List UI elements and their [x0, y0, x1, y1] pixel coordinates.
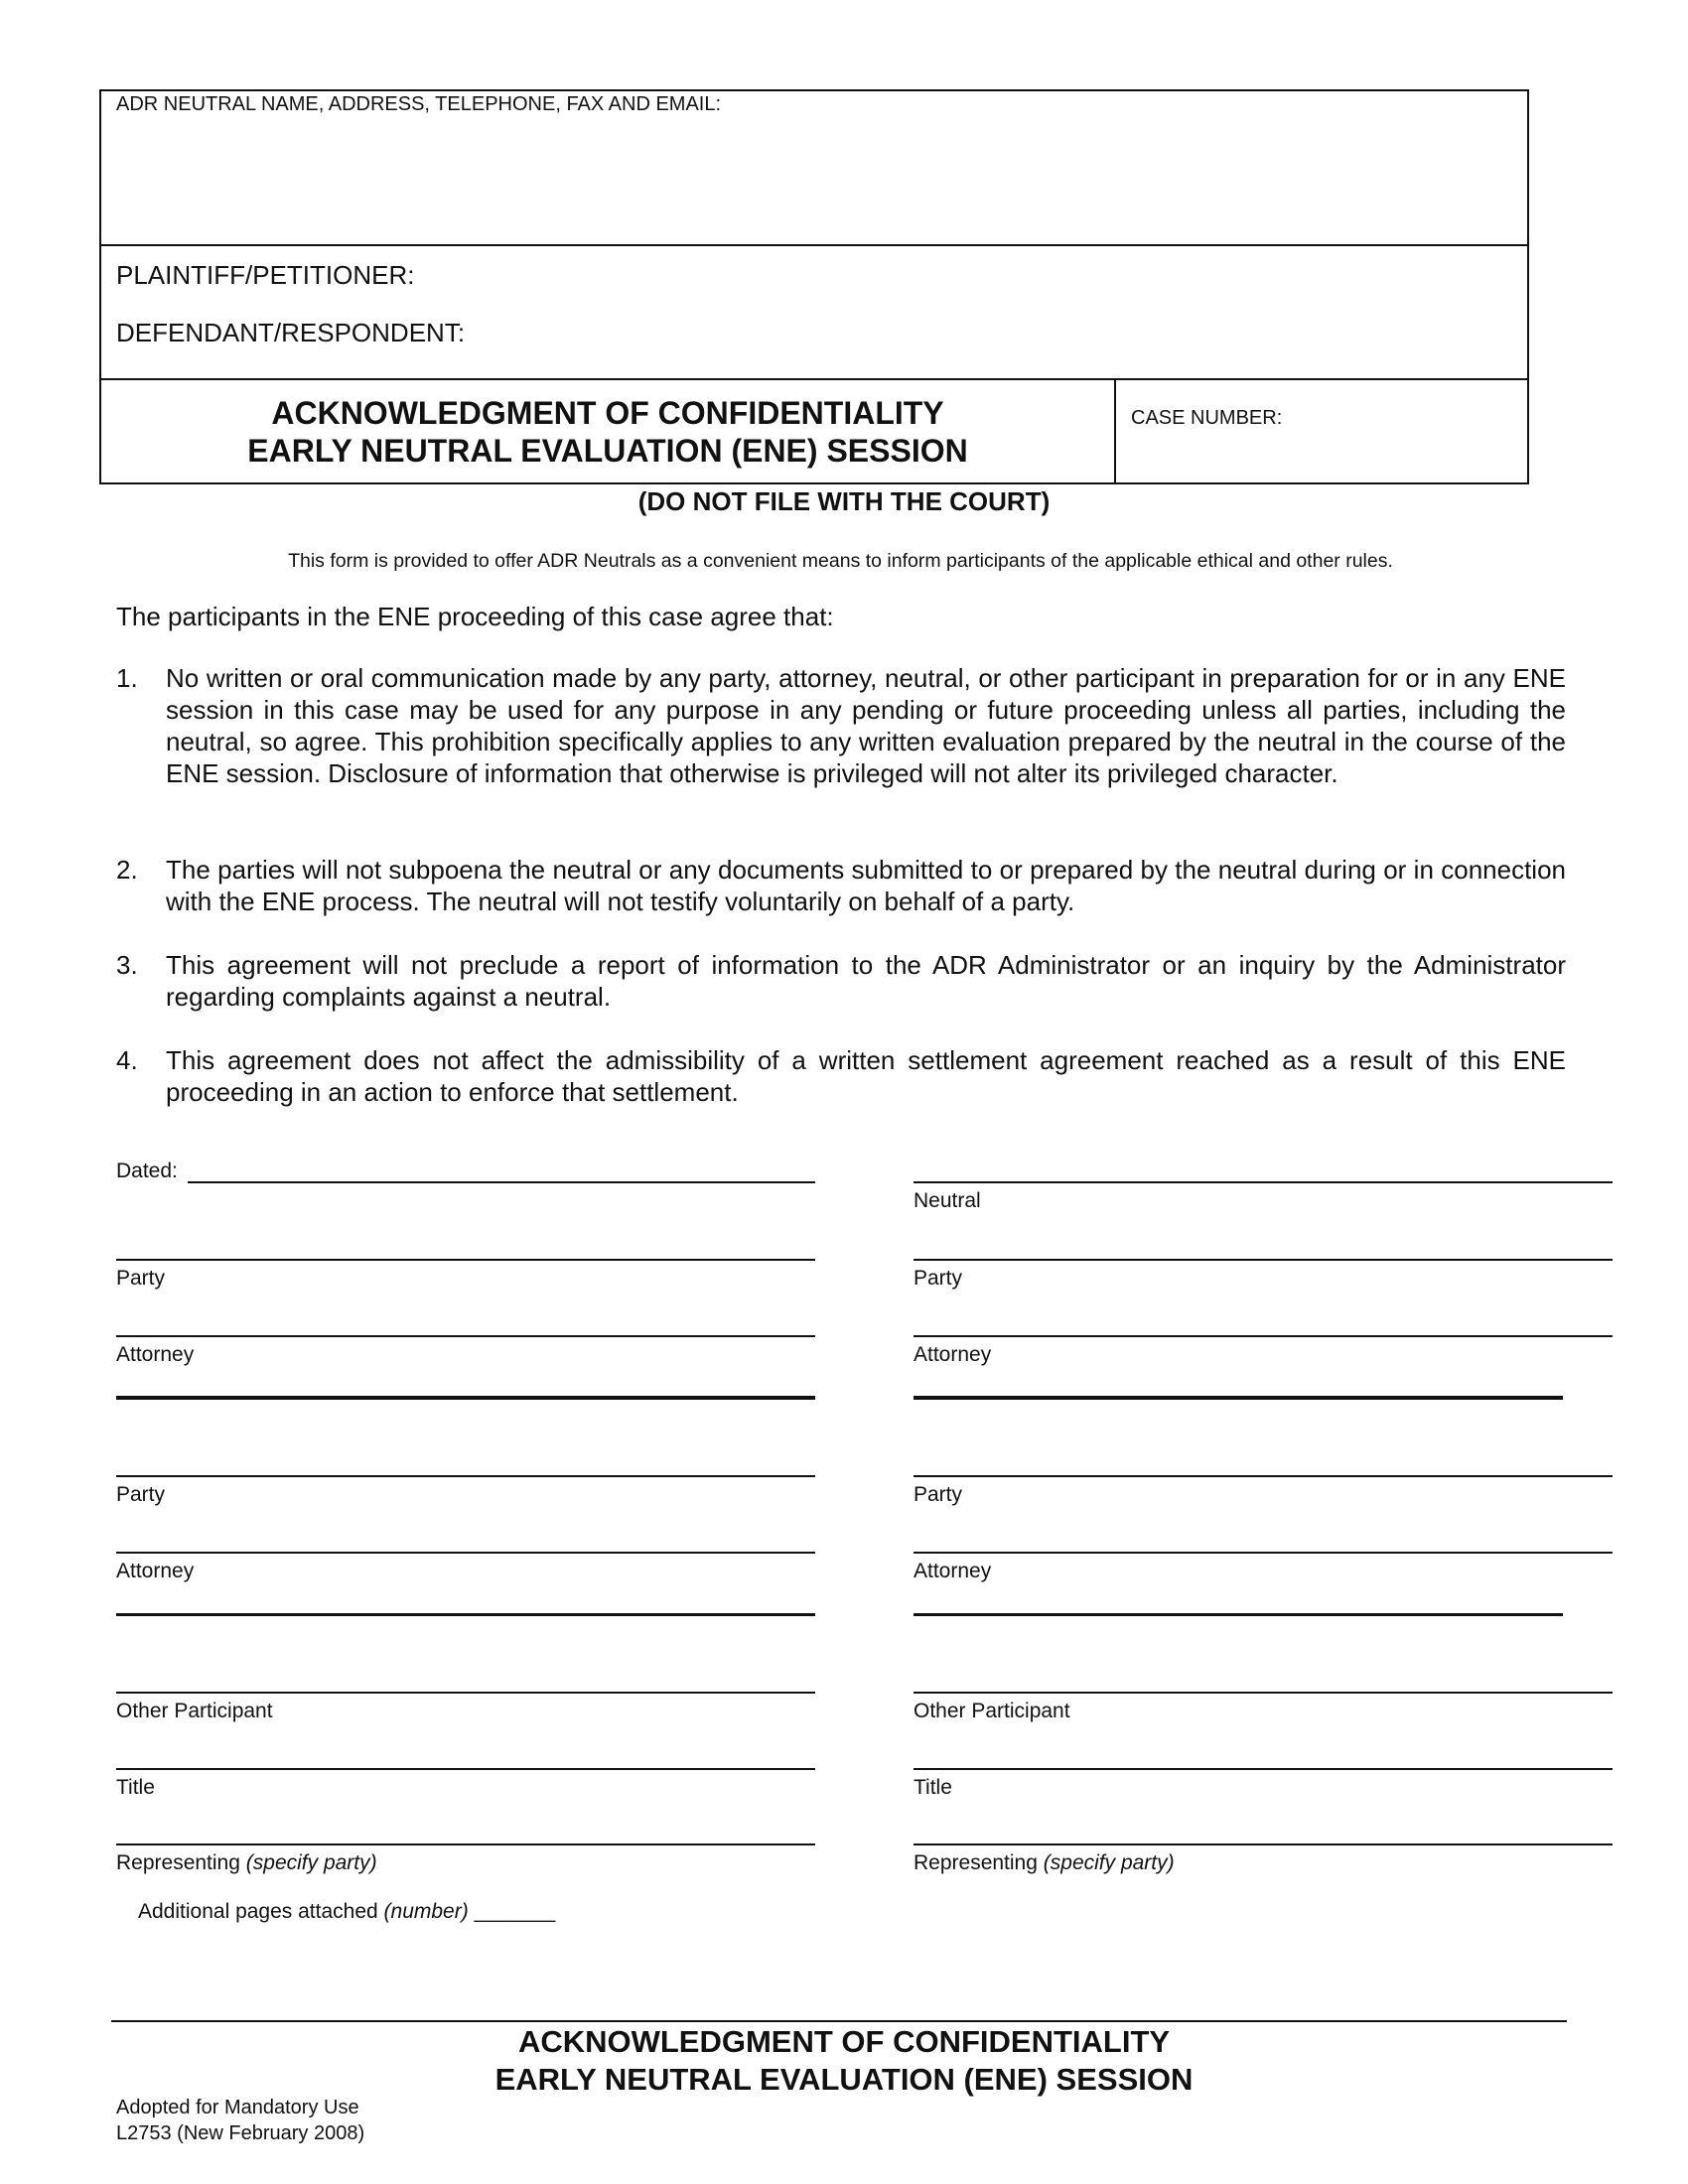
neutral-info-label: ADR NEUTRAL NAME, ADDRESS, TELEPHONE, FAX AND EMAIL: — [116, 93, 722, 115]
caption-divider — [99, 378, 1529, 380]
representing-label: Representing — [116, 1851, 240, 1874]
signature-line — [116, 1843, 815, 1845]
signature-caption: Party — [116, 1483, 166, 1506]
dated-field[interactable] — [188, 1181, 815, 1183]
additional-pages-blank: _______ — [468, 1900, 556, 1923]
other-participant-signature[interactable] — [914, 1692, 1613, 1723]
do-not-file-notice: (DO NOT FILE WITH THE COURT) — [637, 486, 1051, 516]
signature-line — [116, 1259, 815, 1261]
additional-pages-label: Additional pages attached — [138, 1900, 378, 1923]
case-number-label: CASE NUMBER: — [1131, 407, 1283, 429]
clause-2 — [116, 854, 1566, 917]
neutral-info-field[interactable] — [101, 123, 1527, 242]
clause-4 — [116, 1044, 1566, 1108]
representing-field[interactable] — [914, 1843, 1613, 1875]
signature-caption: Title — [914, 1776, 952, 1799]
group-separator — [914, 1613, 1563, 1616]
clause-1 — [116, 662, 1566, 789]
signature-line — [914, 1692, 1613, 1694]
case-number-divider — [1114, 378, 1116, 484]
intro-note: This form is provided to offer ADR Neutrals as a convenient means to inform participants of the applicable ethical and other rules. — [288, 550, 1393, 572]
form-title-line2: EARLY NEUTRAL EVALUATION (ENE) SESSION — [247, 433, 968, 469]
clause-number: 4. — [116, 1045, 138, 1075]
footer-title-line2: EARLY NEUTRAL EVALUATION (ENE) SESSION — [494, 2062, 1194, 2097]
attorney-signature[interactable] — [116, 1552, 815, 1583]
specify-party-hint: (specify party) — [245, 1851, 377, 1874]
signature-line — [914, 1552, 1613, 1554]
attorney-signature[interactable] — [914, 1335, 1613, 1367]
specify-party-hint: (specify party) — [1043, 1851, 1175, 1874]
signature-line — [914, 1259, 1613, 1261]
group-separator — [116, 1396, 815, 1400]
attorney-signature[interactable] — [116, 1335, 815, 1367]
signature-caption: Attorney — [116, 1560, 195, 1582]
party-signature[interactable] — [914, 1475, 1613, 1507]
caption-divider — [99, 244, 1529, 246]
signature-line — [116, 1692, 815, 1694]
attorney-signature[interactable] — [914, 1552, 1613, 1583]
representing-field[interactable] — [116, 1843, 815, 1875]
representing-label: Representing — [914, 1851, 1038, 1874]
clause-text: This agreement does not affect the admissibility of a written settlement agreement reached as a result of this ENE proceeding in an action to enforce that settlement. — [166, 1045, 1566, 1107]
party-signature[interactable] — [116, 1259, 815, 1291]
footer-title-line1: ACKNOWLEDGMENT OF CONFIDENTIALITY — [517, 2024, 1171, 2059]
footer-rule — [111, 2020, 1567, 2022]
clause-text: The parties will not subpoena the neutral or any documents submitted to or prepared by the neutral during or in connection with the ENE process. The neutral will not testify voluntarily on behalf of a party. — [166, 855, 1566, 916]
form-title-line1: ACKNOWLEDGMENT OF CONFIDENTIALITY — [271, 395, 944, 431]
case-number-field[interactable] — [1118, 437, 1525, 480]
form-title — [101, 394, 1114, 470]
defendant-label: DEFENDANT/RESPONDENT: — [116, 318, 466, 347]
plaintiff-label: PLAINTIFF/PETITIONER: — [116, 260, 415, 290]
clause-text: No written or oral communication made by any party, attorney, neutral, or other participant in preparation for or in any ENE session in this case may be used for any purpose in any pending or future proceeding unless all parties, including the neutral, so agree. This prohibition specifically applies to any written evaluation prepared by the neutral in the course of the ENE session. Disclosure of information that otherwise is privileged will not alter its privileged character. — [166, 663, 1566, 788]
neutral-signature[interactable] — [914, 1181, 1613, 1213]
clause-number: 2. — [116, 855, 138, 885]
signature-line — [116, 1475, 815, 1477]
footer-title — [0, 2023, 1688, 2099]
other-participant-signature[interactable] — [116, 1692, 815, 1723]
signature-caption — [914, 1851, 1613, 1875]
signature-caption: Attorney — [914, 1560, 992, 1582]
title-field[interactable] — [116, 1768, 815, 1800]
group-separator — [116, 1613, 815, 1616]
party-signature[interactable] — [914, 1259, 1613, 1291]
signature-caption — [116, 1851, 815, 1875]
signature-caption: Attorney — [914, 1343, 992, 1366]
signature-caption: Party — [914, 1483, 963, 1506]
signature-line — [914, 1768, 1613, 1770]
signature-caption: Neutral — [914, 1189, 981, 1212]
dated-label: Dated: — [116, 1160, 178, 1182]
clause-number: 1. — [116, 663, 138, 693]
agreement-intro: The participants in the ENE proceeding of this case agree that: — [116, 602, 834, 631]
signature-caption: Title — [116, 1776, 155, 1799]
signature-line — [914, 1335, 1613, 1337]
signature-caption: Attorney — [116, 1343, 195, 1366]
party-signature[interactable] — [116, 1475, 815, 1507]
signature-line — [116, 1552, 815, 1554]
signature-line — [914, 1181, 1613, 1183]
signature-line — [914, 1843, 1613, 1845]
signature-line — [116, 1335, 815, 1337]
signature-line — [914, 1475, 1613, 1477]
signature-caption: Other Participant — [914, 1700, 1070, 1722]
adopted-note: Adopted for Mandatory Use — [116, 2097, 359, 2118]
group-separator — [914, 1396, 1563, 1400]
signature-line — [116, 1768, 815, 1770]
additional-pages-hint: (number) — [383, 1900, 469, 1923]
signature-caption: Other Participant — [116, 1700, 273, 1722]
additional-pages[interactable] — [138, 1900, 555, 1924]
clause-3 — [116, 949, 1566, 1013]
signature-caption: Party — [116, 1267, 166, 1290]
clause-text: This agreement will not preclude a report of information to the ADR Administrator or an inquiry by the Administrator regarding complaints against a neutral. — [166, 950, 1566, 1012]
form-id: L2753 (New February 2008) — [116, 2122, 365, 2144]
title-field[interactable] — [914, 1768, 1613, 1800]
signature-caption: Party — [914, 1267, 963, 1290]
clause-number: 3. — [116, 950, 138, 980]
